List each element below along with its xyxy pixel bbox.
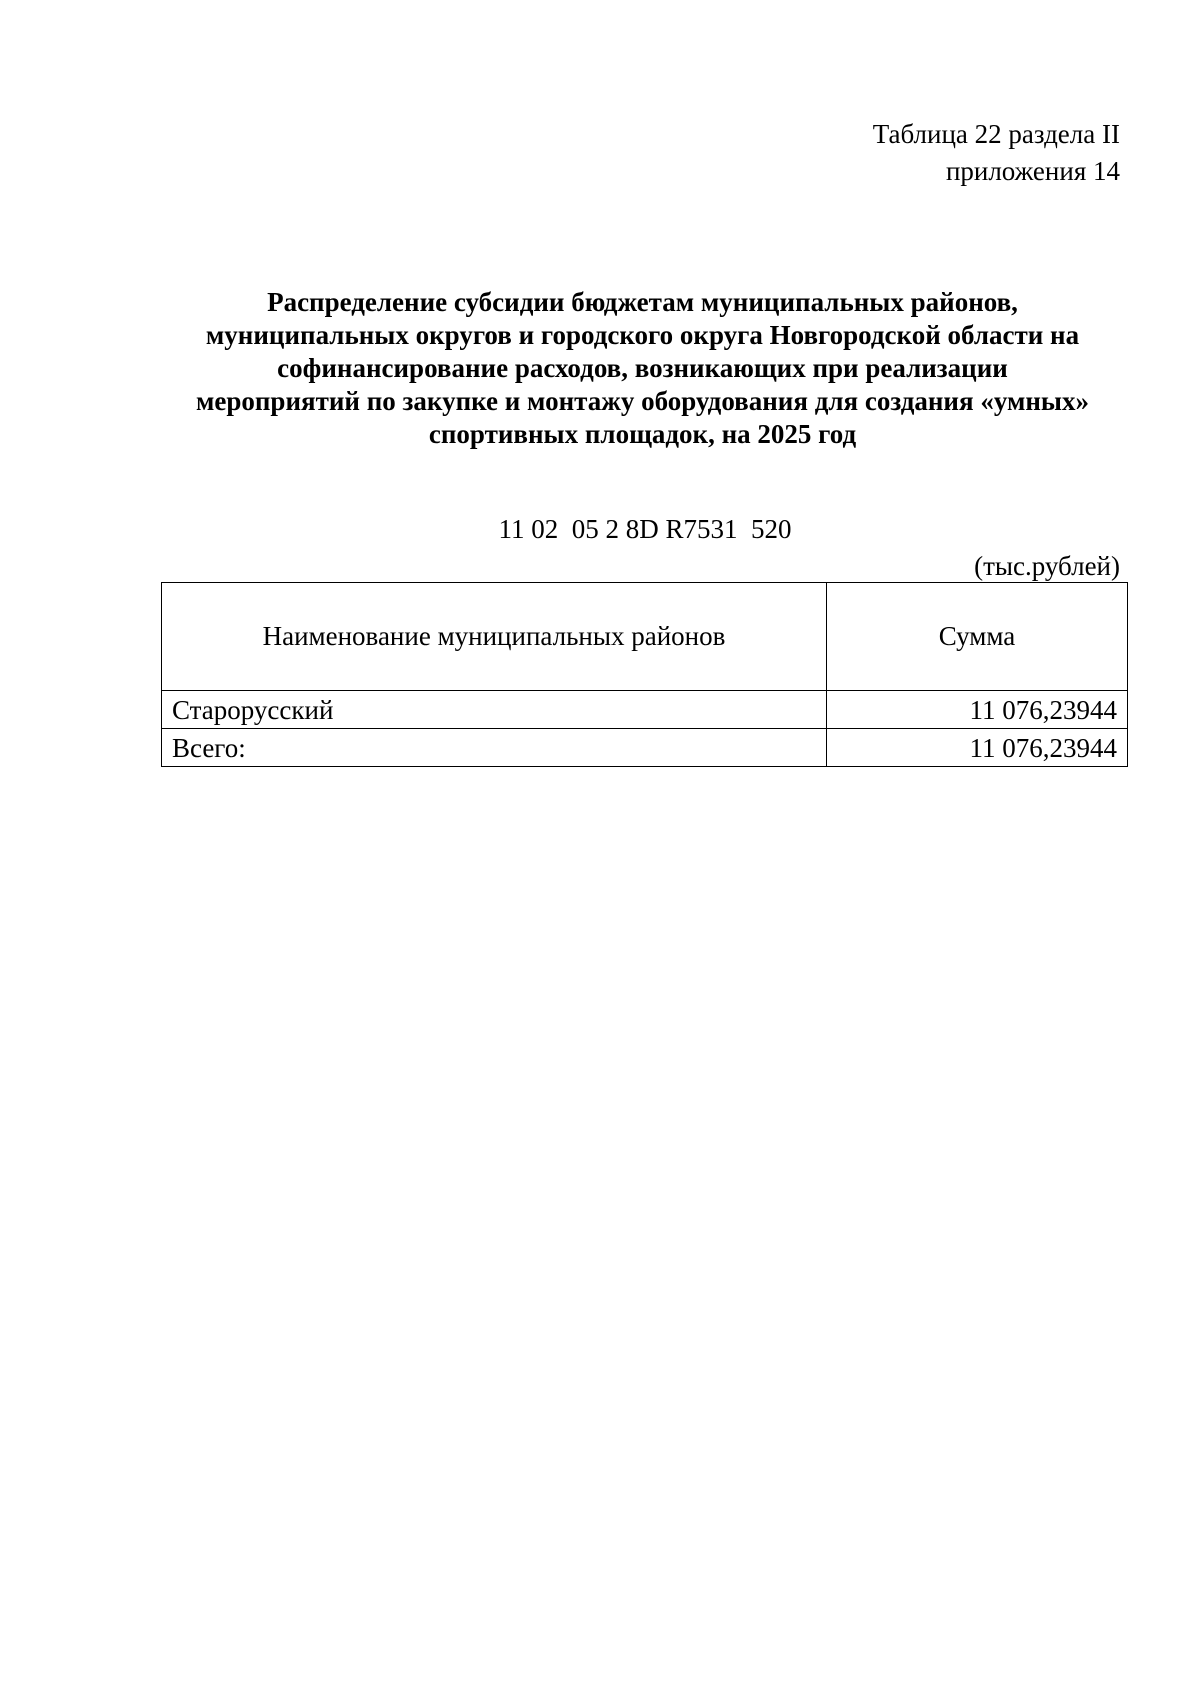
units-label: (тыс.рублей) bbox=[974, 551, 1120, 581]
header-sum-column: Сумма bbox=[827, 583, 1128, 691]
district-name-cell: Старорусский bbox=[162, 691, 827, 729]
budget-classification-code: 11 02 05 2 8D R7531 520 bbox=[498, 514, 792, 544]
title-line-4: мероприятий по закупке и монтажу оборудования для создания «умных» bbox=[195, 386, 1090, 416]
appendix-line-2: приложения 14 bbox=[945, 156, 1120, 186]
appendix-line-1: Таблица 22 раздела II bbox=[872, 119, 1120, 149]
title-line-3: софинансирование расходов, возникающих при реализации bbox=[277, 353, 1008, 383]
total-row bbox=[162, 729, 1128, 767]
table-row bbox=[162, 691, 1128, 729]
district-sum-cell: 11 076,23944 bbox=[827, 691, 1128, 729]
table-header-row bbox=[162, 583, 1128, 691]
total-label-cell: Всего: bbox=[162, 729, 827, 767]
header-name-column: Наименование муниципальных районов bbox=[162, 583, 827, 691]
subsidy-table bbox=[161, 582, 1128, 767]
title-line-1: Распределение субсидии бюджетам муниципальных районов, bbox=[267, 287, 1018, 317]
title-line-5: спортивных площадок, на 2025 год bbox=[428, 419, 857, 449]
total-sum-cell: 11 076,23944 bbox=[827, 729, 1128, 767]
title-line-2: муниципальных округов и городского округа Новгородской области на bbox=[205, 320, 1080, 350]
document-title bbox=[160, 286, 1125, 451]
appendix-reference bbox=[873, 116, 1120, 190]
